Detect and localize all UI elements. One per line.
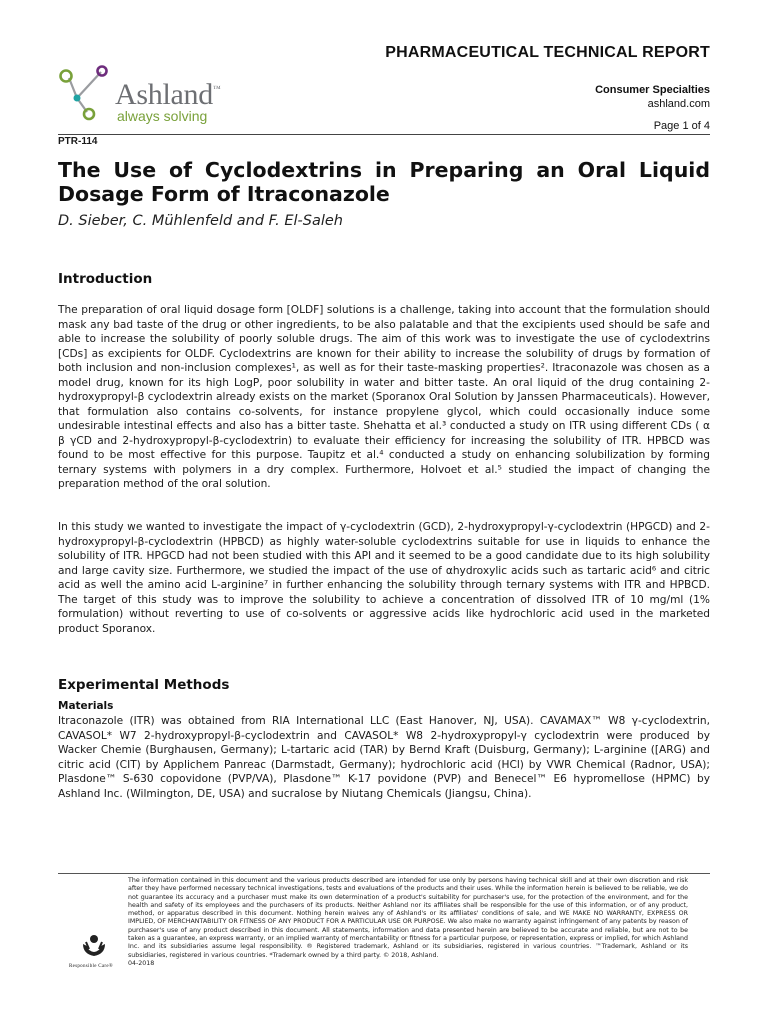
disclaimer-text: The information contained in this document and the various products described are intended for use only by persons having technical skill and at their own discretion and risk after they have performed necessary technical investigations, tests and evaluations of the products and their uses. While the information herein is believed to be reliable, we do not guarantee its accuracy and a purchaser must make its own determination of a product's suitability for purchaser's use, for the protection of the environment, and for the health and safety of its employees and the purchasers of its products. Neither Ashland nor its affiliates shall be responsible for the use of this information, or of any product, method, or apparatus described in this document. Nothing herein waives any of Ashland's or its affiliates' conditions of sale, and WE MAKE NO WARRANTY, EXPRESS OR IMPLIED, OF MERCHANTABILITY OR FITNESS OF ANY PRODUCT FOR A PARTICULAR USE OR PURPOSE. We also make no warranty against infringement of any patents by reason of purchaser's use of any product described in this document. All statements, information and data presented herein are believed to be accurate and reliable, but are not to be taken as a guarantee, an express warranty, or an implied warranty of merchantability or fitness for a particular purpose, or representation, express or implied, for which Ashland Inc. and its subsidiaries assume legal responsibility. ® Registered trademark, Ashland or its subsidiaries, registered in various countries. ™Trademark, Ashland or its subsidiaries, registered in various countries. *Trademark owned by a third party. © 2018, Ashland. bbox=[128, 877, 688, 959]
introduction-heading: Introduction bbox=[58, 271, 153, 287]
responsible-care-label: Responsible Care® bbox=[68, 964, 114, 969]
legal-disclaimer bbox=[128, 877, 688, 968]
header-divider bbox=[58, 134, 710, 135]
logo-wordmark: Ashland™ bbox=[115, 78, 221, 111]
methods-heading: Experimental Methods bbox=[58, 677, 230, 693]
footer-divider bbox=[58, 873, 710, 874]
ashland-logo bbox=[55, 64, 255, 128]
report-type: PHARMACEUTICAL TECHNICAL REPORT bbox=[385, 44, 710, 61]
materials-paragraph: Itraconazole (ITR) was obtained from RIA International LLC (East Hanover, NJ, USA). CAVAMAX™ W8 γ-cyclodextrin, CAVASOL* W7 2-hydroxypropyl-β-cyclodextrin and CAVASOL* W8 2-hydroxypropyl-γ cyclodextrin were produced by Wacker Chemie (Burghausen, Germany); L-tartaric acid (TAR) by Bernd Kraft (Duisburg, Germany); L-arginine ([ARG) and citric acid (CIT) by Applichem Panreac (Darmstadt, Germany); hydrochloric acid (HCl) by VWR Chemical (Radnor, USA); Plasdone™ S-630 copovidone (PVP/VA), Plasdone™ K-17 povidone (PVP) and Benecel™ E6 hypromellose (HPMC) by Ashland Inc. (Wilmington, DE, USA) and sucralose by Niutang Chemicals (Jiangsu, China). bbox=[58, 715, 710, 800]
page-number: Page 1 of 4 bbox=[653, 120, 710, 132]
division-name: Consumer Specialties bbox=[595, 84, 710, 96]
article-title: The Use of Cyclodextrins in Preparing an Oral Liquid Dosage Form of Itraconazole bbox=[58, 158, 710, 206]
website-link[interactable]: ashland.com bbox=[647, 98, 710, 110]
hands-icon bbox=[80, 930, 108, 958]
document-id: PTR-114 bbox=[58, 136, 98, 147]
responsible-care-logo bbox=[68, 930, 114, 978]
molecule-icon bbox=[55, 64, 115, 124]
article-authors: D. Sieber, C. Mühlenfeld and F. El-Saleh bbox=[58, 213, 343, 229]
introduction-paragraph-2: In this study we wanted to investigate the impact of γ-cyclodextrin (GCD), 2-hydroxypropyl-γ-cyclodextrin (HPGCD) and 2-hydroxypropyl-β-cyclodextrin (HPBCD) as highly water-soluble cyclodextrins suitable for use in liquids to enhance the solubility of ITR. HPGCD had not been studied with this API and it seemed to be a good candidate due to its high solubility and large cavity size. Furthermore, we studied the impact of the use of αhydroxylic acids such as tartaric acid⁶ and citric acid as well the amino acid L-arginine⁷ in further enhancing the solubility through ternary systems with ITR and HPBCD. The target of this study was to improve the solubility to achieve a concentration of dissolved ITR of 10 mg/ml (1% formulation) without reverting to use of co-solvents or aggressive acids like hydrochloric acid used in the marketed product Sporanox. bbox=[58, 521, 710, 635]
document-date: 04-2018 bbox=[128, 959, 155, 967]
materials-subheading: Materials bbox=[58, 700, 114, 712]
logo-tagline: always solving bbox=[117, 108, 208, 124]
introduction-paragraph-1: The preparation of oral liquid dosage form [OLDF] solutions is a challenge, taking into account that the formulation should mask any bad taste of the drug or other ingredients, to be also palatable and that the excipients used should be safe and able to increase the solubility of poorly soluble drugs. The aim of this work was to investigate the use of cyclodextrins [CDs] as excipients for OLDF. Cyclodextrins are known for their ability to increase the solubility of drugs by formation of both inclusion and non-inclusion complexes¹, as well as for their taste-masking properties². Itraconazole was chosen as a model drug, known for its high LogP, poor solubility in water and bitter taste. An oral liquid of the drug containing 2-hydroxypropyl-β cyclodextrin already exists on the market (Sporanox Oral Solution by Janssen Pharmaceuticals). However, that formulation also contains co-solvents, for instance propylene glycol, which could occasionally induce some undesirable intestinal effects and also has a bitter taste. Shehatta et al.³ conducted a study on ITR using different CDs ( α β γCD and 2-hydroxypropyl-β-cyclodextrin) to evaluate their efficiency for increasing the solubility of ITR. HPBCD was found to be most effective for this purpose. Taupitz et al.⁴ conducted a study on enhancing solubilization by forming ternary systems with polymers in a dry complex. Furthermore, Holvoet et al.⁵ studied the impact of changing the preparation method of the oral solution. bbox=[58, 304, 710, 490]
